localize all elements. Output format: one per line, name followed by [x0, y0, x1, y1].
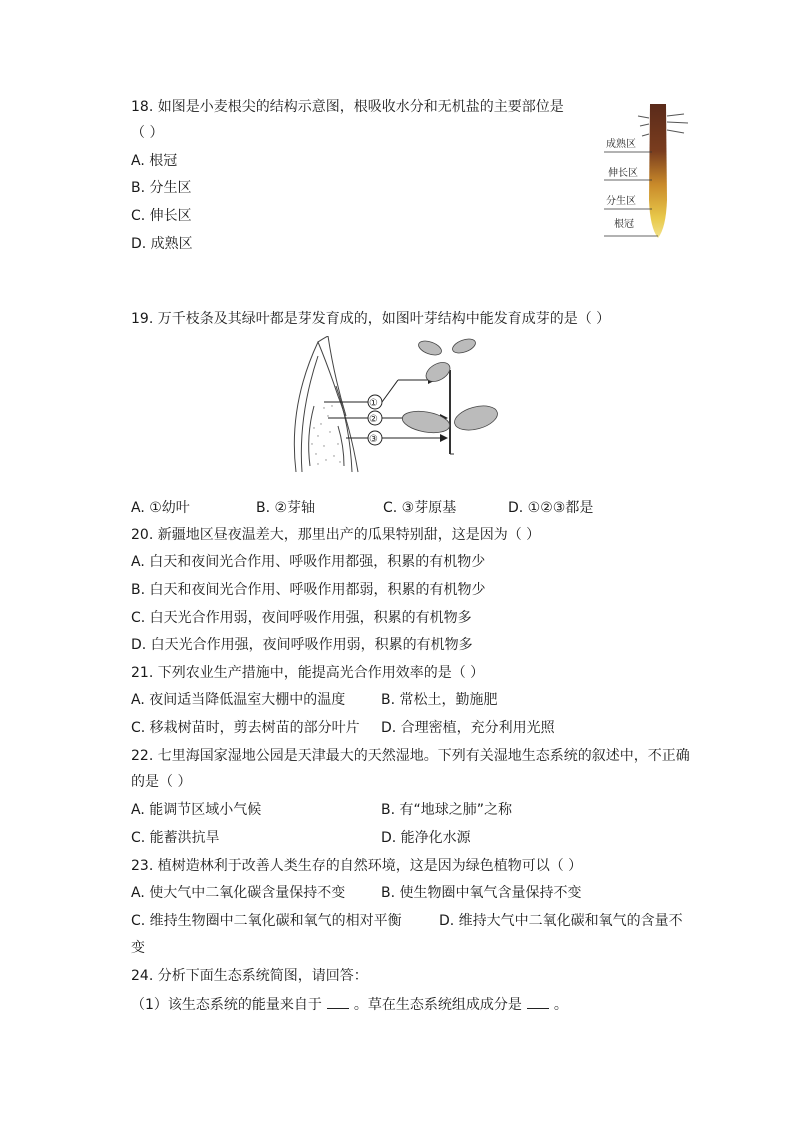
root-zone-label-2: 伸长区	[608, 168, 638, 179]
q20-option-b: B. 白天和夜间光合作用、呼吸作用都弱，积累的有机物少	[131, 582, 486, 598]
q24-sub1-text-3: 。	[553, 997, 568, 1013]
q18-option-a: A. 根冠	[131, 153, 178, 169]
q24-sub1-text-1: （1）该生态系统的能量来自于	[131, 997, 322, 1013]
q18-option-d: D. 成熟区	[131, 236, 193, 252]
question-18-stem: 18. 如图是小麦根尖的结构示意图，根吸收水分和无机盐的主要部位是	[131, 99, 564, 115]
question-20-stem: 20. 新疆地区昼夜温差大，那里出产的瓜果特别甜，这是因为（ ）	[131, 527, 541, 543]
bud-label-2: ②	[369, 414, 378, 425]
q21-option-d: D. 合理密植，充分利用光照	[381, 720, 555, 736]
q19-option-a: A. ①幼叶	[131, 500, 190, 516]
q23-option-d: D. 维持大气中二氧化碳和氧气的含量不	[439, 913, 683, 929]
q23-option-b: B. 使生物圈中氧气含量保持不变	[381, 885, 582, 901]
q23-option-d-wrap: 变	[131, 940, 145, 956]
question-21-stem: 21. 下列农业生产措施中，能提高光合作用效率的是（ ）	[131, 665, 485, 681]
question-24-stem: 24. 分析下面生态系统简图，请回答：	[131, 968, 368, 984]
answer-blank-2[interactable]	[527, 994, 549, 1009]
q19-option-d: D. ①②③都是	[508, 500, 594, 516]
q20-option-c: C. 白天光合作用弱，夜间呼吸作用强，积累的有机物多	[131, 610, 472, 626]
root-zone-label-4: 根冠	[614, 219, 634, 230]
question-23-stem: 23. 植树造林利于改善人类生存的自然环境，这是因为绿色植物可以（ ）	[131, 858, 583, 874]
q22-option-b: B. 有“地球之肺”之称	[381, 802, 513, 818]
root-zone-label-1: 成熟区	[606, 139, 636, 150]
q23-option-c: C. 维持生物圈中二氧化碳和氧气的相对平衡	[131, 913, 402, 929]
question-18-answer-paren: （ ）	[131, 125, 164, 141]
q21-option-b: B. 常松土，勤施肥	[381, 692, 498, 708]
root-tip-figure	[600, 100, 695, 242]
question-22-stem-continued: 的是（ ）	[131, 774, 192, 790]
q23-option-a: A. 使大气中二氧化碳含量保持不变	[131, 885, 346, 901]
root-zone-label-3: 分生区	[606, 196, 636, 207]
q21-option-c: C. 移栽树苗时，剪去树苗的部分叶片	[131, 720, 360, 736]
q18-option-b: B. 分生区	[131, 180, 192, 196]
leaf-bud-figure	[288, 336, 498, 476]
q18-option-c: C. 伸长区	[131, 208, 192, 224]
q21-option-a: A. 夜间适当降低温室大棚中的温度	[131, 692, 346, 708]
q22-option-a: A. 能调节区域小气候	[131, 802, 262, 818]
question-24-sub1	[131, 994, 568, 1015]
q20-option-a: A. 白天和夜间光合作用、呼吸作用都强，积累的有机物少	[131, 554, 486, 570]
bud-label-1: ①	[369, 398, 378, 409]
bud-label-3: ③	[369, 434, 378, 445]
q22-option-d: D. 能净化水源	[381, 830, 471, 846]
q20-option-d: D. 白天光合作用强，夜间呼吸作用弱，积累的有机物多	[131, 637, 473, 653]
question-22-stem: 22. 七里海国家湿地公园是天津最大的天然湿地。下列有关湿地生态系统的叙述中，不正确	[131, 748, 690, 764]
q24-sub1-text-2: 。草在生态系统组成成分是	[353, 997, 522, 1013]
q19-option-c: C. ③芽原基	[383, 500, 457, 516]
q19-option-b: B. ②芽轴	[256, 500, 316, 516]
question-19-stem: 19. 万千枝条及其绿叶都是芽发育成的，如图叶芽结构中能发育成芽的是（ ）	[131, 311, 611, 327]
q22-option-c: C. 能蓄洪抗旱	[131, 830, 220, 846]
answer-blank-1[interactable]	[327, 994, 349, 1009]
